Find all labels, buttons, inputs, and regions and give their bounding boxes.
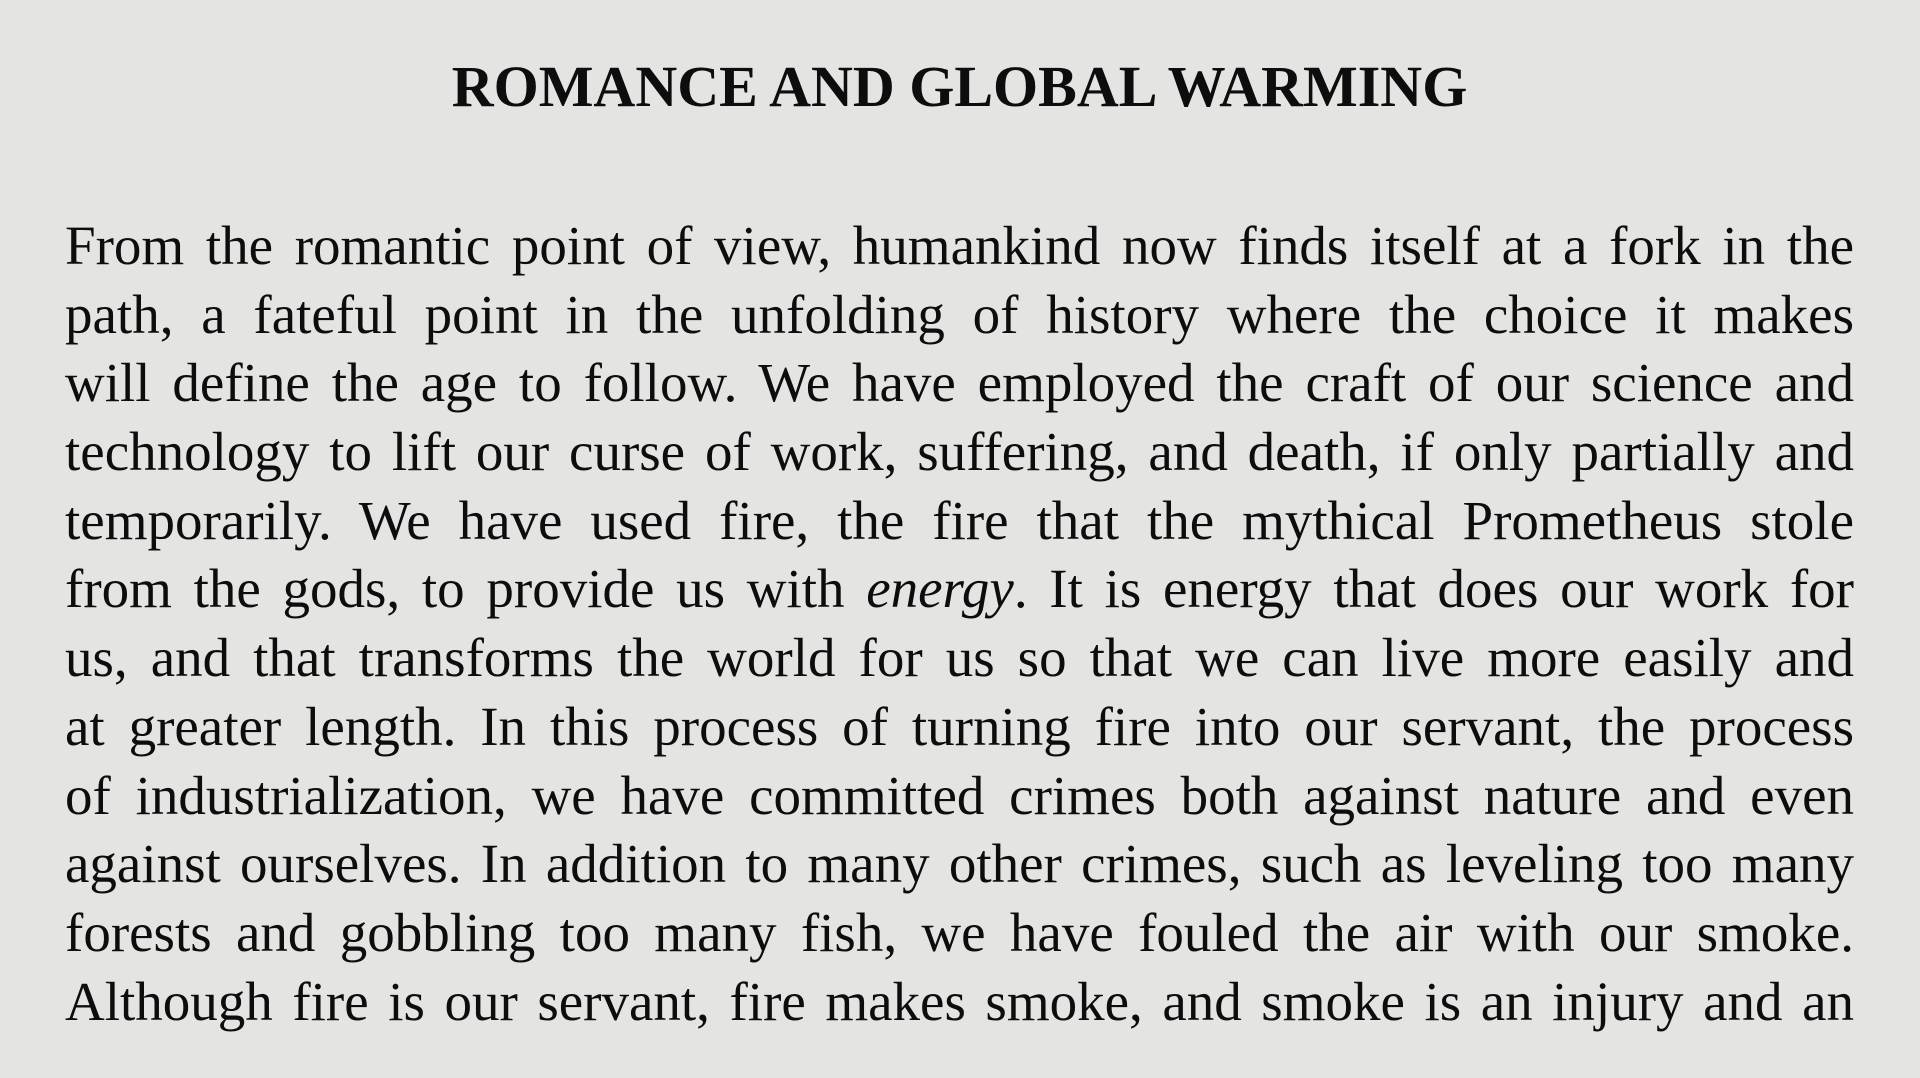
document-title: ROMANCE AND GLOBAL WARMING xyxy=(451,54,1468,119)
paragraph-line: of industrialization, we have committed crimes both against nature and even xyxy=(65,764,1854,826)
paragraph-line: us, and that transforms the world for us so that we can live more easily and xyxy=(65,627,1854,689)
paragraph-line: at greater length. In this process of turning fire into our servant, the process xyxy=(65,695,1854,757)
paragraph-line: technology to lift our curse of work, suffering, and death, if only partially and xyxy=(65,421,1854,483)
paragraph-line: will define the age to follow. We have employed the craft of our science and xyxy=(65,352,1854,414)
line-text-after-emphasis: . It is energy that does our work for xyxy=(1013,558,1854,620)
paragraph-line xyxy=(65,555,1854,624)
body-paragraph xyxy=(65,212,1854,1036)
emphasized-word: energy xyxy=(866,558,1014,620)
paragraph-line: forests and gobbling too many fish, we have fouled the air with our smoke. xyxy=(65,901,1854,963)
line-text-before-emphasis: from the gods, to provide us with xyxy=(65,558,867,620)
paragraph-line: against ourselves. In addition to many other crimes, such as leveling too many xyxy=(65,833,1854,895)
paragraph-line: temporarily. We have used fire, the fire that the mythical Prometheus stole xyxy=(65,489,1854,551)
paragraph-line: From the romantic point of view, humankind now finds itself at a fork in the xyxy=(65,215,1854,276)
paragraph-line: path, a fateful point in the unfolding of history where the choice it makes xyxy=(65,283,1854,345)
paragraph-line: Although fire is our servant, fire makes smoke, and smoke is an injury and an xyxy=(65,970,1854,1032)
